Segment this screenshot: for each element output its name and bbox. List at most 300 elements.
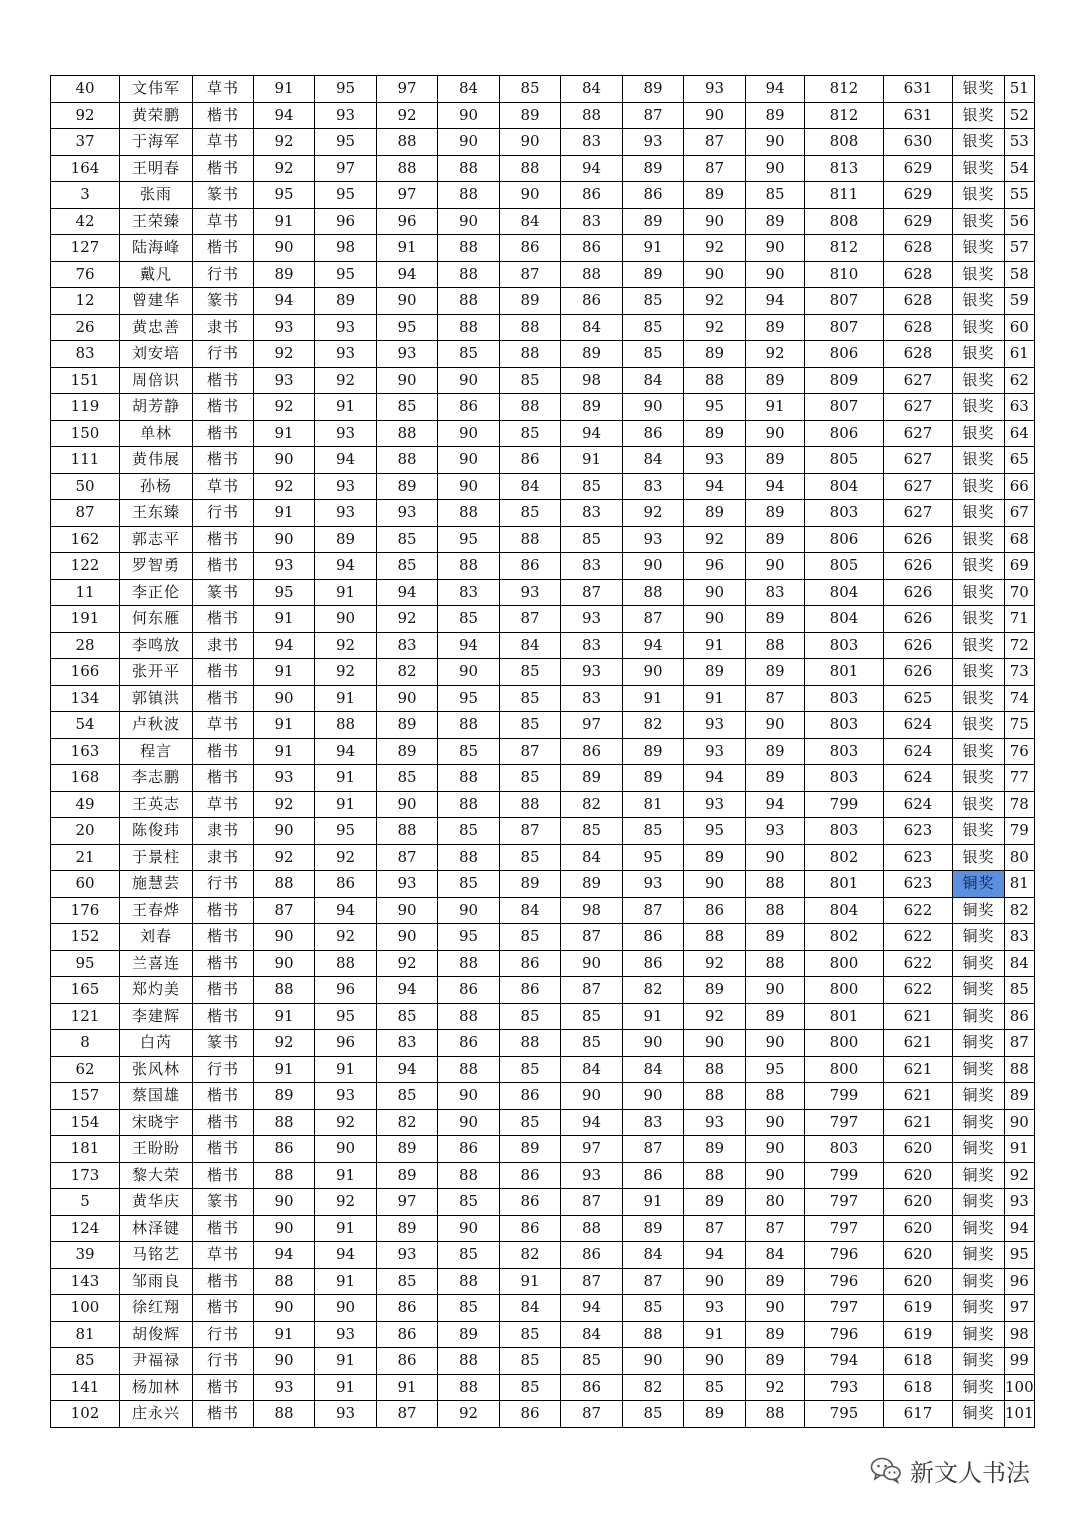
cell-s3: 86 <box>377 1348 438 1375</box>
cell-s8: 94 <box>684 1242 746 1269</box>
cell-name: 白芮 <box>120 1030 193 1057</box>
cell-rank: 73 <box>1005 659 1035 686</box>
cell-s2: 91 <box>315 1268 377 1295</box>
cell-s5: 89 <box>500 871 561 898</box>
cell-final: 624 <box>884 765 953 792</box>
cell-s4: 85 <box>438 1242 500 1269</box>
cell-s4: 83 <box>438 579 500 606</box>
cell-award: 银奖 <box>953 155 1005 182</box>
cell-style: 篆书 <box>193 1189 254 1216</box>
cell-s9: 89 <box>746 659 805 686</box>
cell-award: 铜奖 <box>953 1268 1005 1295</box>
cell-rank: 58 <box>1005 261 1035 288</box>
cell-s2: 91 <box>315 1348 377 1375</box>
cell-s8: 86 <box>684 897 746 924</box>
cell-s3: 92 <box>377 102 438 129</box>
cell-s6: 90 <box>561 1083 623 1110</box>
cell-s5: 87 <box>500 738 561 765</box>
cell-s4: 88 <box>438 155 500 182</box>
cell-rank: 99 <box>1005 1348 1035 1375</box>
cell-rank: 60 <box>1005 314 1035 341</box>
cell-s4: 85 <box>438 818 500 845</box>
cell-s7: 88 <box>623 1321 684 1348</box>
cell-id: 119 <box>51 394 120 421</box>
cell-id: 134 <box>51 685 120 712</box>
cell-s6: 98 <box>561 897 623 924</box>
cell-s1: 91 <box>254 738 315 765</box>
cell-name: 王东臻 <box>120 500 193 527</box>
cell-s4: 85 <box>438 1295 500 1322</box>
cell-s4: 88 <box>438 261 500 288</box>
cell-total: 804 <box>805 579 884 606</box>
cell-s6: 89 <box>561 394 623 421</box>
cell-style: 行书 <box>193 500 254 527</box>
cell-id: 163 <box>51 738 120 765</box>
table-row <box>51 288 1035 315</box>
cell-total: 804 <box>805 606 884 633</box>
cell-s9: 80 <box>746 1189 805 1216</box>
table-row <box>51 447 1035 474</box>
cell-s3: 90 <box>377 791 438 818</box>
cell-s4: 94 <box>438 632 500 659</box>
cell-award: 银奖 <box>953 632 1005 659</box>
cell-id: 81 <box>51 1321 120 1348</box>
cell-s7: 82 <box>623 712 684 739</box>
cell-s7: 86 <box>623 924 684 951</box>
cell-s5: 85 <box>500 1374 561 1401</box>
cell-style: 行书 <box>193 1321 254 1348</box>
cell-total: 796 <box>805 1321 884 1348</box>
cell-s5: 88 <box>500 314 561 341</box>
cell-final: 623 <box>884 844 953 871</box>
cell-s5: 85 <box>500 924 561 951</box>
cell-s2: 93 <box>315 1401 377 1428</box>
cell-style: 楷书 <box>193 553 254 580</box>
cell-final: 617 <box>884 1401 953 1428</box>
cell-s8: 95 <box>684 394 746 421</box>
cell-final: 627 <box>884 394 953 421</box>
cell-s8: 89 <box>684 341 746 368</box>
cell-s3: 92 <box>377 950 438 977</box>
cell-style: 隶书 <box>193 818 254 845</box>
table-row <box>51 155 1035 182</box>
cell-style: 楷书 <box>193 977 254 1004</box>
cell-award: 铜奖 <box>953 871 1005 898</box>
cell-style: 楷书 <box>193 765 254 792</box>
cell-s7: 82 <box>623 1374 684 1401</box>
cell-name: 郑灼美 <box>120 977 193 1004</box>
cell-s5: 87 <box>500 818 561 845</box>
cell-s6: 84 <box>561 314 623 341</box>
cell-name: 曾建华 <box>120 288 193 315</box>
table-row <box>51 818 1035 845</box>
cell-name: 李正伦 <box>120 579 193 606</box>
cell-s1: 90 <box>254 526 315 553</box>
table-row <box>51 208 1035 235</box>
cell-id: 3 <box>51 182 120 209</box>
cell-total: 803 <box>805 685 884 712</box>
cell-s5: 88 <box>500 526 561 553</box>
cell-s4: 95 <box>438 685 500 712</box>
cell-s6: 85 <box>561 1348 623 1375</box>
cell-s1: 88 <box>254 1109 315 1136</box>
cell-s9: 89 <box>746 606 805 633</box>
cell-s6: 85 <box>561 473 623 500</box>
cell-s6: 84 <box>561 844 623 871</box>
cell-s9: 94 <box>746 76 805 103</box>
cell-s9: 88 <box>746 1401 805 1428</box>
cell-s9: 88 <box>746 871 805 898</box>
cell-s6: 89 <box>561 765 623 792</box>
cell-s4: 90 <box>438 129 500 156</box>
table-row <box>51 182 1035 209</box>
cell-s6: 87 <box>561 1268 623 1295</box>
cell-s5: 85 <box>500 659 561 686</box>
cell-s7: 90 <box>623 1083 684 1110</box>
cell-id: 37 <box>51 129 120 156</box>
cell-final: 623 <box>884 871 953 898</box>
cell-s1: 91 <box>254 76 315 103</box>
cell-s4: 88 <box>438 765 500 792</box>
cell-s7: 82 <box>623 977 684 1004</box>
cell-s5: 87 <box>500 261 561 288</box>
cell-style: 楷书 <box>193 1109 254 1136</box>
cell-total: 813 <box>805 155 884 182</box>
cell-rank: 97 <box>1005 1295 1035 1322</box>
cell-s1: 92 <box>254 1030 315 1057</box>
cell-s1: 92 <box>254 341 315 368</box>
cell-s9: 89 <box>746 447 805 474</box>
cell-award: 铜奖 <box>953 1295 1005 1322</box>
cell-total: 797 <box>805 1215 884 1242</box>
cell-s3: 90 <box>377 367 438 394</box>
cell-s5: 85 <box>500 76 561 103</box>
cell-id: 157 <box>51 1083 120 1110</box>
cell-id: 54 <box>51 712 120 739</box>
cell-s7: 86 <box>623 950 684 977</box>
cell-total: 803 <box>805 712 884 739</box>
cell-s3: 91 <box>377 235 438 262</box>
cell-style: 楷书 <box>193 1003 254 1030</box>
cell-s9: 89 <box>746 500 805 527</box>
cell-award: 银奖 <box>953 526 1005 553</box>
cell-name: 王春烨 <box>120 897 193 924</box>
cell-name: 兰喜连 <box>120 950 193 977</box>
cell-s2: 96 <box>315 208 377 235</box>
cell-rank: 53 <box>1005 129 1035 156</box>
cell-style: 行书 <box>193 261 254 288</box>
cell-s1: 87 <box>254 897 315 924</box>
cell-s2: 94 <box>315 738 377 765</box>
cell-s5: 93 <box>500 579 561 606</box>
cell-s3: 88 <box>377 447 438 474</box>
cell-s6: 94 <box>561 155 623 182</box>
cell-s7: 86 <box>623 420 684 447</box>
cell-s4: 90 <box>438 473 500 500</box>
cell-name: 庄永兴 <box>120 1401 193 1428</box>
cell-final: 626 <box>884 632 953 659</box>
cell-style: 楷书 <box>193 659 254 686</box>
cell-s5: 85 <box>500 1321 561 1348</box>
cell-s1: 90 <box>254 924 315 951</box>
cell-s7: 84 <box>623 1056 684 1083</box>
cell-s5: 86 <box>500 1083 561 1110</box>
cell-s1: 95 <box>254 579 315 606</box>
cell-s8: 88 <box>684 924 746 951</box>
cell-s5: 86 <box>500 1162 561 1189</box>
cell-rank: 64 <box>1005 420 1035 447</box>
cell-award: 银奖 <box>953 765 1005 792</box>
cell-s3: 89 <box>377 738 438 765</box>
cell-total: 805 <box>805 447 884 474</box>
cell-style: 篆书 <box>193 288 254 315</box>
cell-s1: 88 <box>254 871 315 898</box>
cell-s4: 88 <box>438 1268 500 1295</box>
cell-final: 618 <box>884 1374 953 1401</box>
cell-final: 620 <box>884 1242 953 1269</box>
cell-s7: 93 <box>623 129 684 156</box>
cell-s4: 86 <box>438 1030 500 1057</box>
cell-style: 隶书 <box>193 632 254 659</box>
table-row <box>51 1215 1035 1242</box>
cell-rank: 69 <box>1005 553 1035 580</box>
cell-s2: 94 <box>315 897 377 924</box>
cell-s3: 90 <box>377 897 438 924</box>
cell-award: 铜奖 <box>953 1162 1005 1189</box>
cell-s8: 89 <box>684 659 746 686</box>
table-row <box>51 632 1035 659</box>
cell-id: 85 <box>51 1348 120 1375</box>
cell-s7: 93 <box>623 526 684 553</box>
cell-style: 篆书 <box>193 182 254 209</box>
cell-final: 622 <box>884 897 953 924</box>
cell-s5: 86 <box>500 1401 561 1428</box>
cell-s6: 87 <box>561 977 623 1004</box>
cell-s3: 90 <box>377 685 438 712</box>
cell-s1: 89 <box>254 261 315 288</box>
cell-final: 631 <box>884 102 953 129</box>
cell-s1: 91 <box>254 659 315 686</box>
cell-style: 草书 <box>193 76 254 103</box>
cell-s9: 84 <box>746 1242 805 1269</box>
cell-name: 卢秋波 <box>120 712 193 739</box>
cell-s5: 85 <box>500 685 561 712</box>
table-row <box>51 473 1035 500</box>
cell-s3: 93 <box>377 871 438 898</box>
cell-s7: 90 <box>623 394 684 421</box>
cell-final: 626 <box>884 606 953 633</box>
cell-s6: 85 <box>561 1030 623 1057</box>
cell-award: 银奖 <box>953 288 1005 315</box>
cell-s1: 93 <box>254 553 315 580</box>
cell-s3: 94 <box>377 1056 438 1083</box>
cell-total: 799 <box>805 1162 884 1189</box>
cell-s1: 91 <box>254 712 315 739</box>
cell-s5: 85 <box>500 367 561 394</box>
cell-final: 628 <box>884 288 953 315</box>
cell-id: 141 <box>51 1374 120 1401</box>
cell-style: 楷书 <box>193 447 254 474</box>
cell-final: 626 <box>884 659 953 686</box>
cell-name: 王荣臻 <box>120 208 193 235</box>
cell-name: 胡芳静 <box>120 394 193 421</box>
cell-s7: 83 <box>623 1109 684 1136</box>
table-row <box>51 1056 1035 1083</box>
cell-award: 铜奖 <box>953 1030 1005 1057</box>
cell-final: 627 <box>884 447 953 474</box>
table-row <box>51 1374 1035 1401</box>
cell-rank: 87 <box>1005 1030 1035 1057</box>
cell-name: 王英志 <box>120 791 193 818</box>
cell-s8: 94 <box>684 473 746 500</box>
cell-s1: 88 <box>254 977 315 1004</box>
cell-s3: 88 <box>377 155 438 182</box>
cell-award: 铜奖 <box>953 1189 1005 1216</box>
cell-s8: 90 <box>684 1268 746 1295</box>
cell-s9: 90 <box>746 1109 805 1136</box>
cell-final: 628 <box>884 235 953 262</box>
table-row <box>51 950 1035 977</box>
cell-s2: 93 <box>315 102 377 129</box>
cell-s8: 91 <box>684 685 746 712</box>
table-row <box>51 1030 1035 1057</box>
cell-s7: 87 <box>623 1268 684 1295</box>
cell-style: 楷书 <box>193 738 254 765</box>
cell-s9: 90 <box>746 553 805 580</box>
cell-total: 795 <box>805 1401 884 1428</box>
cell-total: 812 <box>805 102 884 129</box>
cell-total: 800 <box>805 977 884 1004</box>
cell-name: 黎大荣 <box>120 1162 193 1189</box>
cell-total: 807 <box>805 394 884 421</box>
cell-s7: 89 <box>623 765 684 792</box>
cell-s9: 89 <box>746 102 805 129</box>
cell-style: 楷书 <box>193 526 254 553</box>
cell-rank: 94 <box>1005 1215 1035 1242</box>
cell-s1: 91 <box>254 1056 315 1083</box>
cell-name: 于景柱 <box>120 844 193 871</box>
cell-s5: 82 <box>500 1242 561 1269</box>
table-row <box>51 341 1035 368</box>
cell-total: 794 <box>805 1348 884 1375</box>
cell-s9: 88 <box>746 897 805 924</box>
cell-s7: 89 <box>623 155 684 182</box>
cell-s9: 88 <box>746 1083 805 1110</box>
cell-award: 银奖 <box>953 367 1005 394</box>
table-row <box>51 1401 1035 1428</box>
cell-s8: 92 <box>684 526 746 553</box>
cell-s6: 86 <box>561 1242 623 1269</box>
cell-name: 张雨 <box>120 182 193 209</box>
cell-total: 812 <box>805 235 884 262</box>
cell-s8: 90 <box>684 579 746 606</box>
cell-style: 楷书 <box>193 367 254 394</box>
cell-rank: 71 <box>1005 606 1035 633</box>
cell-s3: 86 <box>377 1321 438 1348</box>
cell-s2: 97 <box>315 155 377 182</box>
cell-s4: 88 <box>438 235 500 262</box>
cell-s3: 89 <box>377 473 438 500</box>
cell-final: 624 <box>884 738 953 765</box>
cell-s2: 94 <box>315 553 377 580</box>
cell-award: 铜奖 <box>953 924 1005 951</box>
cell-style: 行书 <box>193 1348 254 1375</box>
cell-s7: 89 <box>623 738 684 765</box>
cell-s8: 89 <box>684 182 746 209</box>
cell-award: 银奖 <box>953 791 1005 818</box>
cell-name: 张开平 <box>120 659 193 686</box>
cell-s8: 92 <box>684 314 746 341</box>
cell-style: 隶书 <box>193 314 254 341</box>
cell-s1: 91 <box>254 1003 315 1030</box>
cell-final: 620 <box>884 1136 953 1163</box>
cell-total: 801 <box>805 659 884 686</box>
cell-total: 801 <box>805 871 884 898</box>
cell-s6: 87 <box>561 924 623 951</box>
cell-s1: 91 <box>254 606 315 633</box>
cell-award: 铜奖 <box>953 1348 1005 1375</box>
cell-s7: 85 <box>623 314 684 341</box>
table-row <box>51 685 1035 712</box>
cell-total: 799 <box>805 791 884 818</box>
cell-s4: 90 <box>438 367 500 394</box>
cell-s1: 94 <box>254 288 315 315</box>
cell-s3: 85 <box>377 553 438 580</box>
cell-final: 627 <box>884 500 953 527</box>
cell-rank: 55 <box>1005 182 1035 209</box>
cell-id: 154 <box>51 1109 120 1136</box>
cell-s5: 85 <box>500 500 561 527</box>
cell-s5: 84 <box>500 473 561 500</box>
cell-s8: 89 <box>684 1189 746 1216</box>
cell-s6: 85 <box>561 818 623 845</box>
cell-name: 黄伟展 <box>120 447 193 474</box>
cell-id: 95 <box>51 950 120 977</box>
cell-s7: 89 <box>623 208 684 235</box>
watermark-text: 新文人书法 <box>910 1458 1030 1487</box>
cell-total: 803 <box>805 1136 884 1163</box>
cell-rank: 61 <box>1005 341 1035 368</box>
table-row <box>51 526 1035 553</box>
cell-id: 87 <box>51 500 120 527</box>
cell-s4: 85 <box>438 871 500 898</box>
cell-s1: 90 <box>254 685 315 712</box>
cell-s2: 90 <box>315 606 377 633</box>
cell-s5: 85 <box>500 1348 561 1375</box>
cell-total: 808 <box>805 208 884 235</box>
cell-name: 王明春 <box>120 155 193 182</box>
cell-total: 803 <box>805 765 884 792</box>
cell-s3: 89 <box>377 1215 438 1242</box>
cell-s9: 89 <box>746 208 805 235</box>
cell-award: 铜奖 <box>953 950 1005 977</box>
cell-s9: 92 <box>746 1374 805 1401</box>
cell-total: 797 <box>805 1295 884 1322</box>
cell-s5: 86 <box>500 447 561 474</box>
cell-s9: 90 <box>746 1162 805 1189</box>
cell-final: 630 <box>884 129 953 156</box>
cell-style: 行书 <box>193 341 254 368</box>
cell-s3: 93 <box>377 1242 438 1269</box>
cell-rank: 57 <box>1005 235 1035 262</box>
table-row <box>51 579 1035 606</box>
cell-s6: 94 <box>561 1295 623 1322</box>
cell-s5: 86 <box>500 235 561 262</box>
cell-total: 804 <box>805 897 884 924</box>
cell-id: 11 <box>51 579 120 606</box>
cell-s2: 92 <box>315 632 377 659</box>
cell-s3: 94 <box>377 579 438 606</box>
